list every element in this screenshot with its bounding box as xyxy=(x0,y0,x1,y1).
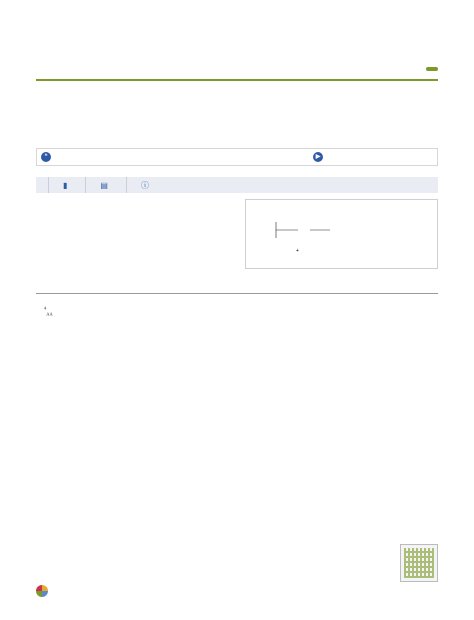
acs-publications-logo[interactable] xyxy=(36,585,52,597)
svg-text:+: + xyxy=(296,248,299,254)
column-left xyxy=(36,301,232,321)
acs-logo-icon xyxy=(36,585,48,597)
toc-graphic xyxy=(245,199,438,269)
toc-diagram xyxy=(246,208,439,270)
intro-paragraph-1: $^4_{AA}$ xyxy=(44,305,53,317)
article-type-badge xyxy=(426,67,438,71)
cite-this-link[interactable] xyxy=(37,152,313,162)
document-icon: ▤ xyxy=(100,180,108,190)
read-online-button[interactable] xyxy=(313,152,437,162)
article-recommendations-link[interactable] xyxy=(85,177,126,193)
citation-bar xyxy=(36,148,438,166)
journal-cover-thumbnail[interactable] xyxy=(400,544,438,582)
quote-icon: ❝ xyxy=(41,152,51,162)
publication-dates xyxy=(242,547,274,565)
header-divider xyxy=(36,79,438,81)
read-online-icon: ▶ xyxy=(313,152,323,162)
access-bar xyxy=(36,177,438,193)
metrics-more-link[interactable] xyxy=(48,177,85,193)
info-icon: ⓘ xyxy=(140,180,149,190)
bar-chart-icon: ▮ xyxy=(63,180,68,190)
section-divider xyxy=(36,293,438,294)
download-note xyxy=(2,185,20,555)
toc-header xyxy=(246,200,437,202)
supporting-information-link[interactable] xyxy=(126,177,167,193)
column-right xyxy=(242,301,438,303)
